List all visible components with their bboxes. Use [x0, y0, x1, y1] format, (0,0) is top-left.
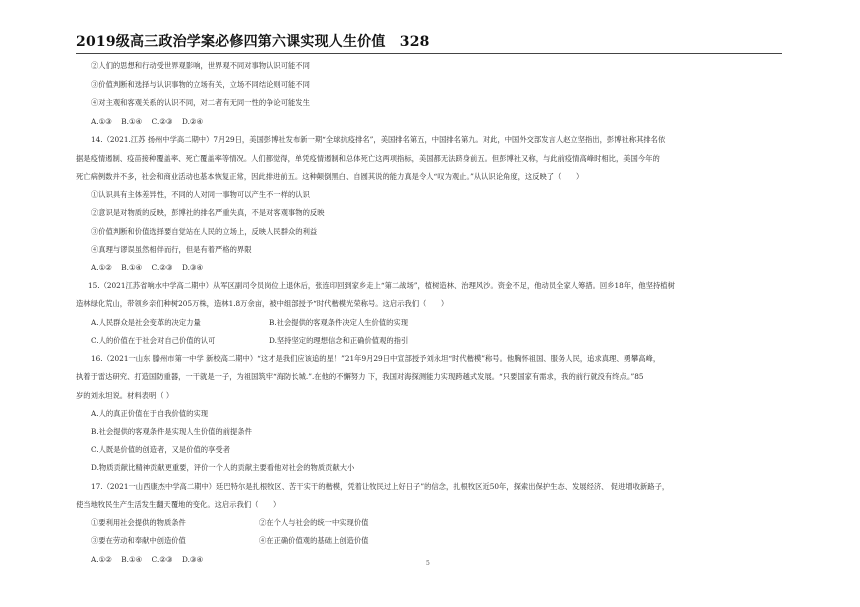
option-4: ④在正确价值观的基础上创造价值	[259, 536, 369, 545]
option-row	[91, 535, 369, 546]
question-text: 执着于雷达研究、打造国防重器，一干就是一子，为祖国筑牢“海防长城.”.在他的不懈努力 下，我国对海探测能力实现跨越式发展。“只要国家有需求，我的前行就没有终点。”85	[76, 372, 644, 381]
option-3: ③要在劳动和奉献中创造价值	[91, 536, 186, 545]
question-text: 17.（2021一山西康杰中学高二期中）廷巴特尔是扎根牧区、苦干实干的楷模，凭着让牧民过上好日子”的信念，扎根牧区近50年，探索出保护生态、发展经济、 促进增收新路子，	[91, 482, 670, 491]
page-title: 2019级高三政治学案必修四第六课实现人生价值 328	[76, 34, 430, 50]
answer-choices: A.①② B.①④ C.②③ D.③④	[91, 263, 204, 272]
option-row	[91, 335, 409, 346]
option-line: ④真理与谬误虽然相伴而行，但是有着严格的界限	[91, 245, 252, 254]
option-line: ③价值判断和选择与认识事物的立场有关，立场不同结论则可能不同	[91, 80, 310, 89]
option-c: C.人的价值在于社会对自己价值的认可	[91, 336, 216, 345]
question-text: 岁的刘永坦说。材料表明（ ）	[76, 391, 174, 400]
question-text: 据是疫情遏制、疫苗接种覆盖率、死亡覆盖率等情况。人们都觉得，单凭疫情遏制和总体死亡这两项指标，美国都无法跻身前五。但彭博社又称，与此前疫情高峰时相比，美国今年的	[76, 154, 660, 163]
option-row	[91, 517, 369, 528]
question-text: 死亡病例数并不多，社会和商业活动也基本恢复正常，因此排进前五。这种颠倒黑白、自圆其说的能力真是令人“叹为观止。”从认识论角度，这反映了（ ）	[76, 172, 584, 181]
answer-choices: A.①③ B.①④ C.②③ D.②④	[91, 117, 204, 126]
option-line: ②意识是对物质的反映，彭博社的排名严重失真，不是对客观事物的反映	[91, 208, 325, 217]
option-line: B.社会提供的客观条件是实现人生价值的前提条件	[91, 427, 252, 436]
header-divider	[76, 53, 782, 54]
option-line: D.物质贡献比精神贡献更重要，评价一个人的贡献主要看他对社会的物质贡献大小	[91, 463, 355, 472]
answer-choices: A.①② B.①④ C.②③ D.③④	[91, 555, 204, 564]
option-line: A.人的真正价值在于自我价值的实现	[91, 409, 209, 418]
option-line: ④对主观和客观关系的认识不同，对二者有无同一性的争论可能发生	[91, 98, 310, 107]
option-d: D.坚持坚定的理想信念和正确价值观的指引	[269, 336, 409, 345]
question-text: 使当地牧民生产生活发生翻天覆地的变化。这启示我们（ ）	[76, 500, 281, 509]
question-text: 16.（2021一山东 滕州市第一中学 新校高二期中）“这才是我们应该追的星！”21年9月29日中宣部授予刘永坦“时代楷模”称号。他胸怀祖国、服务人民，追求真理、勇攀高峰，	[91, 354, 661, 363]
option-line: ①认识具有主体差异性，不同的人对同一事物可以产生不一样的认识	[91, 190, 310, 199]
page-number: 5	[426, 560, 430, 567]
option-row	[91, 317, 409, 328]
question-text: 14.（2021.江苏 扬州中学高二期中）7月29日，美国彭博社发布新一期“全球抗疫排名”，美国排名第五，中国排名第九。对此，中国外交部发言人赵立坚指出，彭博社称其排名依	[91, 135, 666, 144]
option-a: A.人民群众是社会变革的决定力量	[91, 318, 201, 327]
option-line: C.人既是价值的创造者，又是价值的享受者	[91, 445, 230, 454]
option-2: ②在个人与社会的统一中实现价值	[259, 518, 369, 527]
question-text: 15.（2021江苏省响水中学高二期中）从军区副司令员岗位上退休后，张连印回到家乡走上“第二战场”，植树造林、治理风沙。资金不足，他动员全家人筹措。回乡18年，他坚持植树	[88, 281, 675, 290]
option-line: ③价值判断和价值选择要自觉站在人民的立场上，反映人民群众的利益	[91, 227, 318, 236]
option-1: ①要利用社会提供的物质条件	[91, 518, 186, 527]
option-line: ②人们的思想和行动受世界观影响，世界观不同对事物认识可能不同	[91, 61, 310, 70]
option-b: B.社会提供的客观条件决定人生价值的实现	[269, 318, 409, 327]
question-text: 造林绿化荒山，带领乡亲们种树205万株，造林1.8万余亩，被中组部授予“时代楷模光荣称号。这启示我们（ ）	[76, 299, 449, 308]
